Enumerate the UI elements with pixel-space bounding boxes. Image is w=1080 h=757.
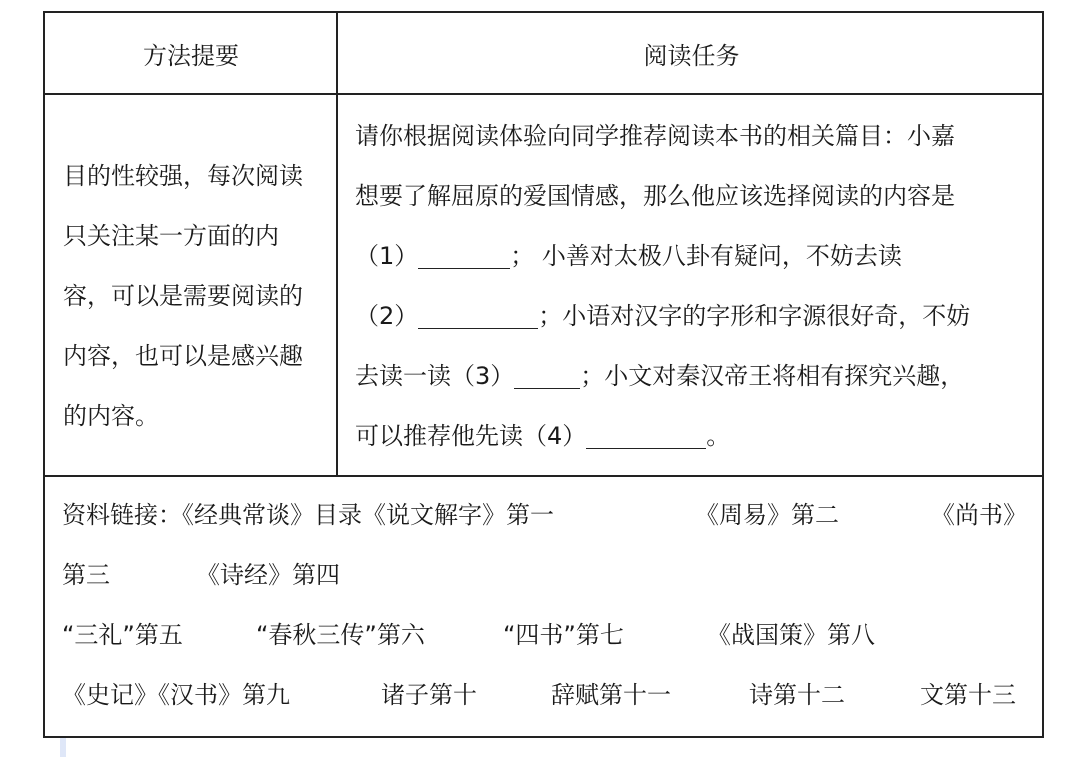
chapter-item: 诗第十二 — [749, 681, 845, 709]
resource-links-cell — [62, 485, 1042, 725]
links-row — [62, 605, 1042, 665]
answer-blank-4[interactable] — [586, 424, 706, 449]
blank-number-1: （1） — [355, 242, 419, 270]
blank-number-3: 去读一读（3） — [355, 362, 515, 390]
body-divider — [45, 475, 1042, 477]
task-text: ；小文对秦汉帝王将相有探究兴趣， — [580, 362, 965, 390]
task-column-header: 阅读任务 — [643, 41, 740, 70]
blank-number-4: 可以推荐他先读（4） — [355, 422, 587, 450]
chapter-item: 《史记》《汉书》第九 — [62, 681, 290, 709]
chapter-item: 《尚书》 — [931, 501, 1027, 529]
header-divider — [45, 93, 1042, 95]
task-line — [355, 346, 1045, 406]
task-text: ；小语对汉字的字形和字源很好奇，不妨 — [538, 302, 971, 330]
links-lead: 资料链接：《经典常谈》目录《说文解字》第一 — [62, 501, 554, 529]
answer-blank-1[interactable] — [418, 244, 510, 269]
method-summary-cell — [63, 146, 328, 446]
method-column-header: 方法提要 — [143, 41, 239, 70]
reading-task-cell — [355, 106, 1045, 466]
task-text: 。 — [706, 422, 731, 450]
links-row — [62, 665, 1042, 725]
method-line: 的内容。 — [63, 402, 159, 430]
chapter-item: “四书”第七 — [503, 621, 624, 649]
method-line: 只关注某一方面的内 — [63, 222, 279, 250]
task-line — [355, 226, 1045, 286]
answer-blank-2[interactable] — [418, 304, 538, 329]
chapter-item: 文第十三 — [920, 681, 1016, 709]
chapter-item: 《诗经》第四 — [196, 561, 340, 589]
answer-blank-3[interactable] — [514, 364, 580, 389]
chapter-item: “三礼”第五 — [62, 621, 183, 649]
links-row — [62, 485, 1042, 545]
page-edge-accent — [60, 738, 66, 757]
method-line: 内容，也可以是感兴趣 — [63, 342, 303, 370]
task-line: 想要了解屈原的爱国情感，那么他应该选择阅读的内容是 — [355, 182, 955, 210]
task-text: ； 小善对太极八卦有疑问，不妨去读 — [510, 242, 902, 270]
chapter-item: 第三 — [62, 561, 110, 589]
task-line — [355, 406, 1045, 466]
reading-method-table — [43, 11, 1044, 738]
chapter-item: 辞赋第十一 — [551, 681, 671, 709]
links-row — [62, 545, 1042, 605]
chapter-item: 《战国策》第八 — [707, 621, 875, 649]
method-line: 目的性较强，每次阅读 — [63, 162, 303, 190]
chapter-item: “春秋三传”第六 — [256, 621, 425, 649]
task-line: 请你根据阅读体验向同学推荐阅读本书的相关篇目：小嘉 — [355, 122, 955, 150]
blank-number-2: （2） — [355, 302, 419, 330]
chapter-item: 《周易》第二 — [695, 501, 839, 529]
method-line: 容，可以是需要阅读的 — [63, 282, 303, 310]
chapter-item: 诸子第十 — [381, 681, 477, 709]
task-line — [355, 286, 1045, 346]
